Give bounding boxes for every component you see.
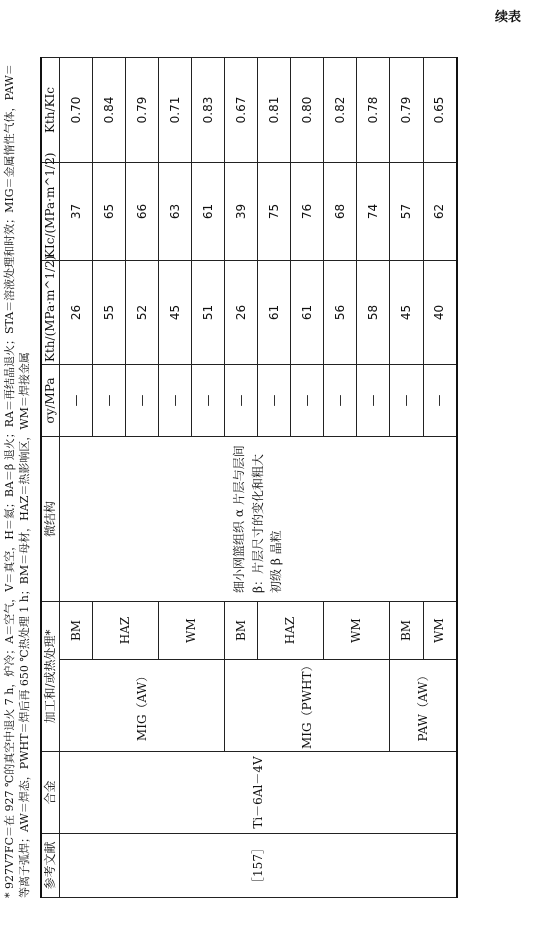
footnote: * 927V7FC＝在 927 ℃的真空中退火 7 h，炉冷；A＝空气，V＝真空，H＝氦；BA＝β 退火；RA＝再结晶退火；STA＝溶液处理和时效；MIG＝金属惰性气体，PAW＝等离子弧焊；AW＝焊态，PWHT＝焊后再 650 ℃热处理 1 h；BM＝母材，HAZ＝热影响区，WM＝焊接金属 [3, 64, 31, 898]
zone-cell: HAZ [258, 601, 324, 659]
kth-cell: 61 [258, 260, 291, 364]
ratio-cell: 0.67 [225, 57, 258, 162]
kic-cell: 75 [258, 162, 291, 260]
ratio-cell: 0.84 [93, 57, 126, 162]
kth-cell: 51 [192, 260, 225, 364]
header-kic: KIc/(MPa·m^1/2) [41, 162, 60, 260]
ratio-cell: 0.71 [159, 57, 192, 162]
kic-cell: 68 [324, 162, 357, 260]
kic-cell: 39 [225, 162, 258, 260]
kth-cell: 55 [93, 260, 126, 364]
fatigue-threshold-table [40, 57, 458, 898]
ref-cell: ［157］ [60, 834, 458, 898]
process-cell: PAW（AW） [390, 660, 457, 752]
ratio-cell: 0.78 [357, 57, 390, 162]
ratio-cell: 0.82 [324, 57, 357, 162]
kth-cell: 26 [225, 260, 258, 364]
zone-cell: BM [225, 601, 258, 659]
kic-cell: 76 [291, 162, 324, 260]
ratio-cell: 0.81 [258, 57, 291, 162]
kic-cell: 65 [93, 162, 126, 260]
header-sigma: σy/MPa [41, 364, 60, 436]
header-alloy: 合金 [41, 752, 60, 834]
header-process: 加工和/或热处理* [41, 601, 60, 751]
sigma-cell: — [291, 364, 324, 436]
kth-cell: 61 [291, 260, 324, 364]
table-header-row [41, 57, 60, 897]
kth-cell: 45 [390, 260, 423, 364]
ratio-cell: 0.80 [291, 57, 324, 162]
zone-cell: BM [390, 601, 423, 659]
sigma-cell: — [423, 364, 457, 436]
process-cell: MIG（AW） [60, 660, 225, 752]
kth-cell: 52 [126, 260, 159, 364]
kic-cell: 62 [423, 162, 457, 260]
sigma-cell: — [357, 364, 390, 436]
kic-cell: 61 [192, 162, 225, 260]
header-microstructure: 微结构 [41, 436, 60, 601]
sigma-cell: — [126, 364, 159, 436]
process-cell: MIG（PWHT） [225, 660, 390, 752]
table-row [60, 57, 93, 897]
ratio-cell: 0.65 [423, 57, 457, 162]
kic-cell: 66 [126, 162, 159, 260]
kth-cell: 45 [159, 260, 192, 364]
sigma-cell: — [93, 364, 126, 436]
kth-cell: 26 [60, 260, 93, 364]
alloy-cell: Ti－6Al－4V [60, 752, 458, 834]
rotated-table-container [40, 58, 458, 898]
kic-cell: 63 [159, 162, 192, 260]
kth-cell: 58 [357, 260, 390, 364]
header-kth: Kth/(MPa·m^1/2) [41, 260, 60, 364]
kth-cell: 56 [324, 260, 357, 364]
ratio-cell: 0.70 [60, 57, 93, 162]
sigma-cell: — [390, 364, 423, 436]
kic-cell: 74 [357, 162, 390, 260]
ratio-cell: 0.79 [126, 57, 159, 162]
microstructure-cell: 细小网篮组织 α 片层与层间 β：片层尺寸的变化和粗大初级 β 晶粒 [60, 436, 458, 601]
zone-cell: HAZ [93, 601, 159, 659]
ratio-cell: 0.83 [192, 57, 225, 162]
continued-label: 续表 [494, 10, 521, 25]
zone-cell: BM [60, 601, 93, 659]
ratio-cell: 0.79 [390, 57, 423, 162]
zone-cell: WM [159, 601, 225, 659]
sigma-cell: — [159, 364, 192, 436]
sigma-cell: — [324, 364, 357, 436]
kic-cell: 57 [390, 162, 423, 260]
zone-cell: WM [423, 601, 457, 659]
kth-cell: 40 [423, 260, 457, 364]
sigma-cell: — [60, 364, 93, 436]
sigma-cell: — [258, 364, 291, 436]
zone-cell: WM [324, 601, 390, 659]
sigma-cell: — [225, 364, 258, 436]
header-ref: 参考文献 [41, 834, 60, 898]
kic-cell: 37 [60, 162, 93, 260]
sigma-cell: — [192, 364, 225, 436]
header-ratio: Kth/KIc [41, 57, 60, 162]
